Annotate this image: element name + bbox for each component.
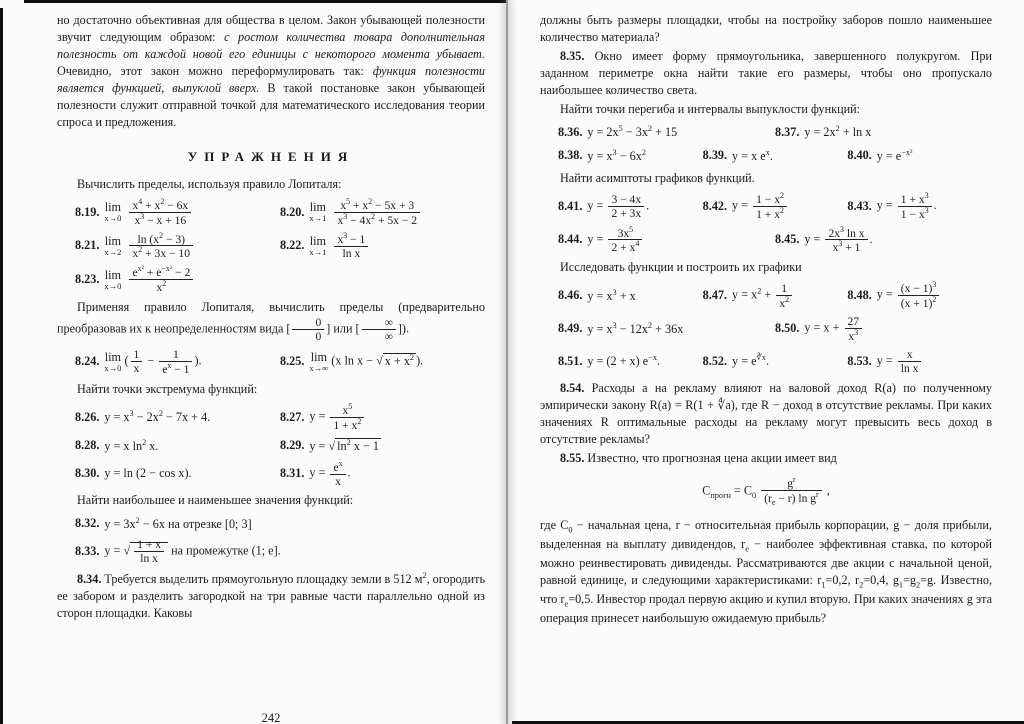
exercise-formula: y = $\frac{3x^5}{2 + x^4}$ (587, 226, 644, 255)
exercise-number: 8.29. (280, 438, 305, 453)
exercise-formula: $y = 2x^5 - 3x^2 + 15$ (587, 124, 678, 140)
exercise-item (775, 123, 992, 141)
exercise-number: 8.45. (775, 232, 800, 247)
page-left-content (57, 12, 485, 622)
exercise-item (280, 198, 485, 227)
exercise-item (558, 320, 775, 338)
paragraph: Найти наибольшее и наименьшее значения функций: (77, 493, 354, 508)
exercise-formula: lim x→0 $\frac{x^4 + x^2 - 6x}{x^3 - x + 16}$ (104, 198, 193, 227)
exercise-formula: lim x→0 $\frac{e^{x^2} + e^{-x^2} - 2}{x^2}$ (104, 265, 195, 294)
exercise-row (57, 348, 485, 376)
exercise-number: 8.42. (702, 198, 728, 213)
exercise-formula: y = x + $\frac{27}{x^3}$ (804, 315, 864, 343)
exercise-item (703, 282, 848, 310)
exercise-item (775, 315, 992, 343)
exercise-item (558, 287, 703, 305)
exercise-item (847, 147, 992, 165)
exercise-item (75, 232, 280, 261)
exercise-item (847, 192, 992, 221)
paragraph: Вычислить пределы, используя правило Лопиталя: (77, 176, 342, 191)
exercise-row (540, 281, 992, 310)
exercise-number: 8.38. (558, 148, 583, 163)
exercise-item (703, 192, 848, 221)
exercise-formula: y = √ $\ln^2 x - 1$ (309, 437, 379, 453)
exercise-formula: y = $\frac{x^5}{1 + x^2}$ (309, 403, 366, 432)
text-run: В такой постановке закон убывающей полезности служит отправной точкой для математического исследования теории спроса и предложения. (57, 81, 485, 130)
exercise-formula: lim x→∞ (x ln x − √ $x + x^2$ ). (309, 349, 424, 374)
exercise-item (280, 437, 485, 455)
paragraph (57, 12, 485, 132)
exercise-row (57, 538, 485, 565)
exercise-number: 8.35. (560, 49, 585, 64)
exercise-formula: y = ln (2 − cos x). (104, 466, 192, 481)
exercise-formula: lim x→0 ( $\frac{1}{x}$ − $\frac{1}{e^x - 1}$ ). (104, 347, 202, 376)
exercise-number: 8.52. (702, 353, 728, 368)
exercise-number: 8.37. (775, 125, 800, 139)
paragraph: Найти точки перегиба и интервалы выпуклости функций: (560, 102, 861, 117)
exercise-number: 8.43. (847, 198, 872, 213)
paragraph: 8.54. Расходы a на рекламу влияют на валовой доход R(a) по полученному эмпирически закону R(a) = R(1 + ∜a), где R − доход в отсутствие рекламы. При каких значениях R оптимальные расходы на рекламу могут превысить весь доход в отсутствие рекламы? (540, 380, 992, 446)
paragraph: Исследовать функции и построить их графики (560, 260, 802, 275)
paragraph: должны быть размеры площадки, чтобы на постройку заборов пошло наименьшее количество материала? (540, 13, 992, 45)
exercise-number: 8.33. (75, 543, 100, 558)
exercise-formula: y = x $e^x$. (732, 147, 773, 163)
text-run: Очевидно, этот закон можно переформулировать так: (57, 64, 373, 79)
text-run: функция полезности является функцией, выпуклой вверх. (57, 64, 485, 96)
exercise-formula: $y = e^{-x^2}$ (876, 147, 913, 163)
paragraph: 8.55. Известно, что прогнозная цена акции имеет вид (560, 451, 837, 466)
section-heading: УПРАЖНЕНИЯ (187, 148, 355, 164)
exercise-number: 8.49. (558, 321, 583, 336)
exercise-row (540, 147, 992, 165)
exercise-item (280, 232, 485, 260)
exercise-item (558, 352, 703, 370)
exercise-number: 8.40. (847, 148, 872, 163)
exercise-item (558, 193, 703, 220)
exercise-formula: y = (2 + x) $e^{-x}$. (587, 353, 661, 369)
exercise-item (75, 265, 195, 294)
exercise-number: 8.39. (702, 148, 728, 163)
exercise-formula: lim x→2 $\frac{\ln (x^2 - 3)}{x^2 + 3x - 10}$ (104, 232, 195, 261)
exercise-item (75, 408, 280, 426)
paragraph: Применяя правило Лопиталя, вычислить пределы (предварительно преобразовав их к неопределенностям вида [ $\frac{0}{0}$ ] или [ ∞ ∞ ]). (57, 299, 485, 343)
exercise-formula: y = x $\ln^2 x$. (104, 437, 159, 453)
text-run: с ростом количества товара дополнительная полезность от каждой новой его единицы с некоторого момента убывает. (57, 30, 485, 62)
exercise-formula: y = $\frac{1 - x^2}{1 + x^2}$ (732, 192, 789, 221)
exercise-item (703, 147, 848, 165)
exercise-formula: $y = x^3 - 6x^2$ (587, 147, 646, 163)
exercise-item (558, 147, 703, 165)
exercise-row (57, 198, 485, 227)
exercise-row (540, 226, 992, 255)
exercise-formula: y = $\frac{x}{\text{ln x}}$ (877, 348, 924, 375)
exercise-formula: y = $\frac{2x^3 \ln x}{x^3 + 1}$ . (804, 224, 873, 255)
exercise-row (540, 315, 992, 343)
exercise-item (847, 348, 992, 375)
paragraph: 8.34. Требуется выделить прямоугольную площадку земли в 512 $м^2$, огородить ее забором и разделить загородкой на три равные части параллельно одной из сторон площадки. Каковы (57, 570, 485, 620)
exercise-item (280, 403, 485, 432)
exercise-item (775, 226, 992, 255)
exercise-number: 8.50. (775, 321, 800, 336)
exercise-number: 8.23. (75, 271, 100, 286)
exercise-row (57, 515, 485, 533)
exercise-number: 8.53. (847, 353, 872, 368)
exercise-formula: y = √ $\frac{1 + x}{\text{ln x}}$ на промежутке (1; e]. (104, 537, 281, 565)
exercise-item (75, 348, 280, 376)
exercise-number: 8.32. (75, 516, 100, 531)
exercise-item (558, 226, 775, 255)
exercise-number: 8.21. (75, 238, 100, 253)
exercise-item (75, 198, 280, 227)
exercise-formula: $y = 2x^2 + \ln x$ (804, 124, 872, 140)
exercise-number: 8.46. (558, 288, 583, 303)
exercise-number: 8.28. (75, 438, 100, 453)
exercise-number: 8.19. (75, 204, 100, 219)
exercise-number: 8.34. (77, 571, 102, 586)
exercise-row (57, 232, 485, 261)
exercise-formula: $y = x^3 + x$ (587, 287, 636, 303)
exercise-item (75, 437, 280, 455)
paragraph: где $C_0$ − начальная цена, r − относительная прибыль корпорации, g − доля прибыли, выделенная на выплату дивидендов, $r_e$ − наиболее эффективная ставка, по которой можно реинвестировать дивиденды. Рассматриваются две акции с начальной ценой, равной единице, и следующими характеристиками: $r_1=0,2$, $r_2=0,4$, $g_1=g_2=g$. Известно, что $r_e=0,5$. Инвестор продал первую акцию и купил вторую. При каких значениях g эта операция принесет наибольшую ожидаемую прибыль? (540, 517, 992, 626)
exercise-number: 8.22. (280, 238, 305, 253)
page-right-content (540, 12, 992, 627)
text-run: но достаточно объективная для общества в целом. Закон убывающей полезности звучит следующим образом: (57, 13, 485, 45)
exercise-number: 8.48. (847, 288, 872, 303)
exercise-row (540, 348, 992, 375)
exercise-number: 8.26. (75, 409, 100, 424)
exercise-item (75, 515, 252, 533)
paragraph: Найти асимптоты графиков функций. (560, 170, 755, 185)
exercise-formula: $y = x^2$ + $\frac{1}{x^2}$ (732, 282, 794, 310)
exercise-number: 8.36. (558, 125, 583, 139)
paragraph: Найти точки экстремума функций: (77, 381, 258, 396)
exercise-number: 8.24. (75, 354, 100, 369)
exercise-formula: y = $\frac{1 + x^3}{1 - x^3}$ . (876, 190, 937, 221)
exercise-number: 8.54. (560, 380, 585, 395)
exercise-number: 8.47. (702, 288, 728, 303)
exercise-row (540, 192, 992, 221)
exercise-formula: y = $\frac{e^x}{x}$ . (309, 458, 351, 488)
book-gutter (506, 0, 508, 724)
centered-formula: $C_{прогн} = C_0$ $\frac{g^r}{(r_e - r) \ln g^r}$ , (702, 475, 830, 508)
exercise-number: 8.27. (280, 409, 305, 424)
exercise-formula: $y = 3x^2 - 6x$ на отрезке [0; 3] (104, 515, 252, 531)
exercise-item (280, 460, 485, 488)
exercise-item (75, 465, 280, 482)
exercise-number: 8.30. (75, 466, 100, 481)
exercise-item (847, 281, 992, 310)
exercise-item (558, 123, 775, 141)
paragraph: 8.35. Окно имеет форму прямоугольника, завершенного полукругом. При заданном периметре окна найти такие его размеры, чтобы оно пропускало наибольшее количество света. (540, 49, 992, 98)
page-right (540, 0, 992, 724)
exercise-item (703, 352, 848, 370)
scan-edge-left (0, 8, 3, 724)
exercise-number: 8.25. (280, 354, 305, 369)
exercise-row (57, 460, 485, 488)
exercise-item (280, 351, 485, 373)
exercise-formula: lim x→1 $\frac{x^5 + x^2 - 5x + 3}{x^3 - 4x^2 + 5x - 2}$ (309, 198, 422, 227)
exercise-row (540, 123, 992, 141)
exercise-formula: $y = x^3 - 12x^2 + 36x$ (587, 320, 684, 336)
exercise-formula: $y = e^{∛x}$. (732, 353, 769, 369)
exercise-formula: y = $\frac{(x - 1)^3}{(x + 1)^2}$ (877, 281, 942, 310)
exercise-number: 8.44. (558, 232, 583, 247)
exercise-number: 8.55. (560, 451, 585, 466)
exercise-formula: $y = x^3 - 2x^2 - 7x + 4$. (104, 409, 211, 425)
exercise-formula: y = $\frac{3 - 4x}{2 + 3x}$ . (587, 192, 650, 220)
exercise-number: 8.51. (558, 353, 583, 368)
exercise-number: 8.20. (280, 204, 305, 219)
exercise-row (57, 265, 485, 294)
exercise-number: 8.41. (558, 198, 583, 213)
page-left (57, 0, 485, 724)
exercise-row (57, 403, 485, 432)
page-number-left: 242 (261, 710, 281, 724)
exercise-formula: lim x→1 $\frac{x^3 - 1}{\text{ln x}}$ (309, 232, 370, 260)
exercise-item (75, 538, 281, 565)
exercise-number: 8.31. (280, 466, 305, 481)
exercise-row (57, 437, 485, 455)
